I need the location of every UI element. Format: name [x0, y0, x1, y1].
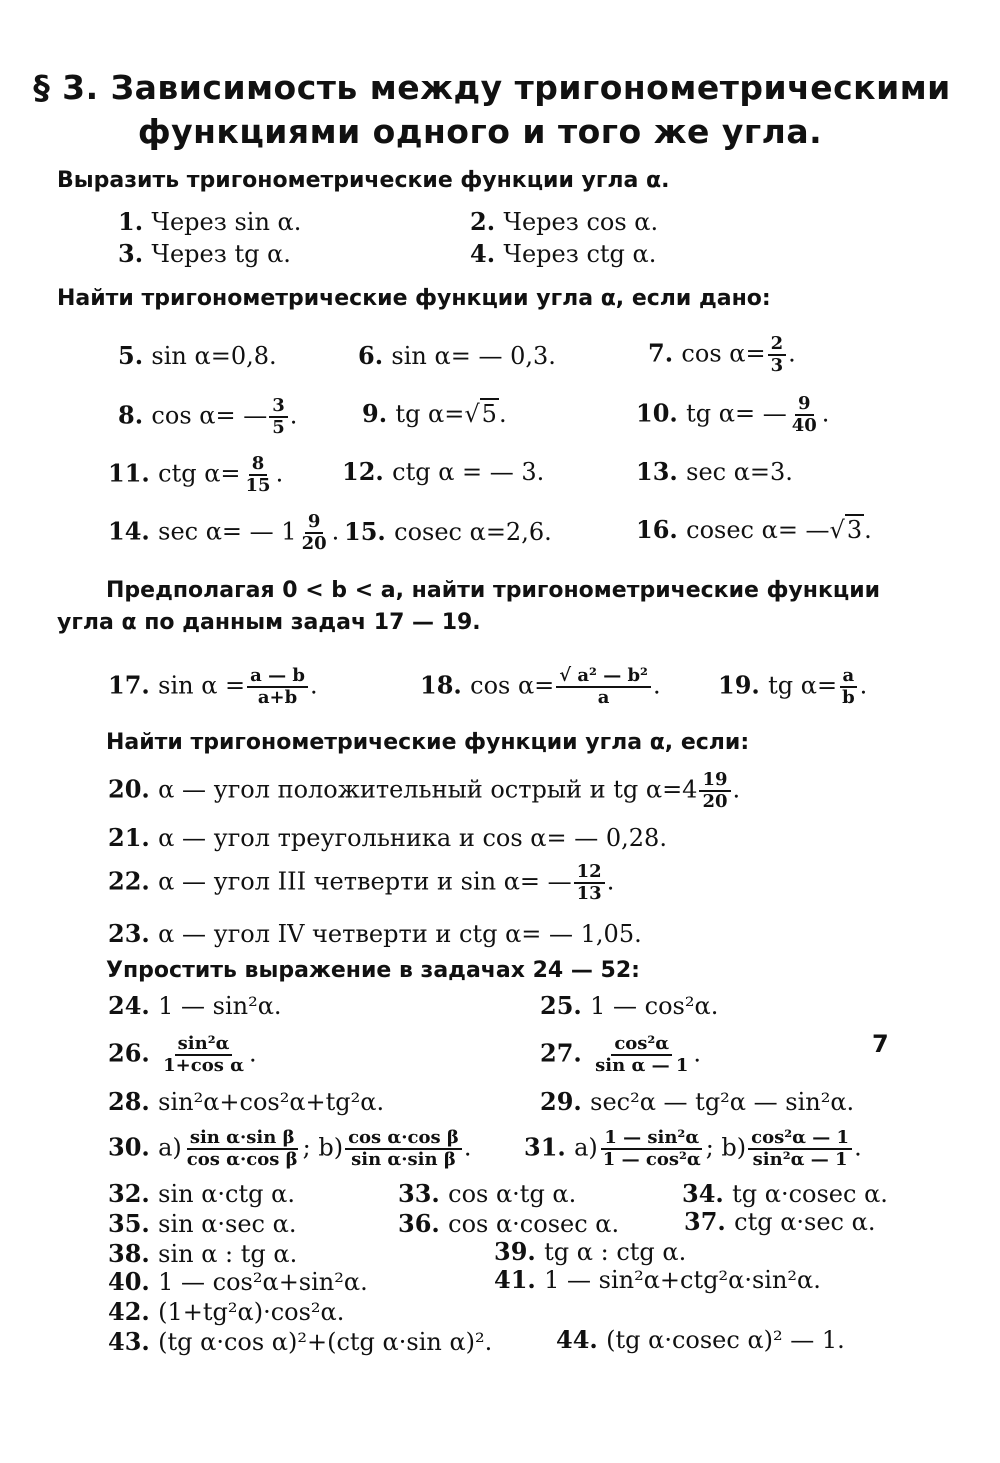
problem-7: 7. cos α= $\frac{2}{3}$ . [648, 333, 796, 376]
problem-20: 20. α — угол положительный острый и tg α=4 $\frac{19}{20}$ . [108, 769, 741, 812]
problem-8: 8. cos α= — $\frac{3}{5}$ . [118, 395, 298, 438]
instruction-find-if: Найти тригонометрические функции угла α, если: [106, 730, 750, 755]
problem-18: 18. cos α= $\frac{\text{√ a² — b²}}{a}$ . [420, 665, 661, 708]
section-title-line-1: § 3. Зависимость между тригонометрическими [33, 68, 951, 107]
problem-43: 43. (tg α·cos α)²+(ctg α·sin α)². [108, 1327, 493, 1356]
problem-24: 24. 1 — sin²α. [108, 991, 282, 1020]
instruction-express: Выразить тригонометрические функции угла α. [57, 168, 670, 193]
section-title-line-2: функциями одного и того же угла. [137, 112, 823, 151]
problem-10: 10. tg α= — $\frac{9}{40}$ . [636, 393, 830, 436]
problem-2: 2. Через cos α. [470, 207, 659, 236]
problem-35: 35. sin α·sec α. [108, 1209, 297, 1238]
problem-11: 11. ctg α= $\frac{8}{15}$ . [108, 453, 284, 496]
problem-42: 42. (1+tg²α)·cos²α. [108, 1297, 345, 1326]
problem-33: 33. cos α·tg α. [398, 1179, 577, 1208]
problem-27: 27. $\frac{\text{cos²α}}{\text{sin α — 1}}$ . [540, 1033, 701, 1076]
problem-4: 4. Через ctg α. [470, 239, 657, 268]
problem-1: 1. Через sin α. [118, 207, 302, 236]
problem-34: 34. tg α·cosec α. [682, 1179, 888, 1208]
problem-31: 31. a) $\frac{\text{1 — sin²α}}{\text{1 — cos²α}}$ ; b) $\frac{\text{cos²α — 1}}{\text{sin²α — 1}}$ . [524, 1127, 862, 1170]
problem-26: 26. $\frac{\text{sin²α}}{\text{1+cos α}}$ . [108, 1033, 257, 1076]
problem-12: 12. ctg α = — 3. [342, 457, 545, 486]
problem-28: 28. sin²α+cos²α+tg²α. [108, 1087, 385, 1116]
instruction-assume-line-2: угла α по данным задач 17 — 19. [57, 610, 481, 635]
problem-13: 13. sec α=3. [636, 457, 793, 486]
problem-9: 9. tg α=√5. [362, 399, 507, 428]
problem-38: 38. sin α : tg α. [108, 1239, 298, 1268]
problem-44: 44. (tg α·cosec α)² — 1. [556, 1325, 845, 1354]
problem-15: 15. cosec α=2,6. [344, 517, 552, 546]
problem-19: 19. tg α= $\frac{a}{b}$ . [718, 665, 868, 708]
problem-23: 23. α — угол IV четверти и ctg α= — 1,05. [108, 919, 642, 948]
problem-17: 17. sin α = $\frac{a — b}{a+b}$ . [108, 665, 318, 708]
problem-14: 14. sec α= — 1 $\frac{9}{20}$ . [108, 511, 340, 554]
problem-25: 25. 1 — cos²α. [540, 991, 719, 1020]
problem-40: 40. 1 — cos²α+sin²α. [108, 1267, 368, 1296]
instruction-assume-line-1: Предполагая 0 < b < a, найти тригонометрические функции [106, 578, 881, 603]
problem-21: 21. α — угол треугольника и cos α= — 0,28. [108, 823, 667, 852]
problem-22: 22. α — угол III четверти и sin α= — $\frac{12}{13}$ . [108, 861, 615, 904]
problem-39: 39. tg α : ctg α. [494, 1237, 687, 1266]
problem-32: 32. sin α·ctg α. [108, 1179, 295, 1208]
instruction-find-given: Найти тригонометрические функции угла α, если дано: [57, 286, 771, 311]
problem-36: 36. cos α·cosec α. [398, 1209, 620, 1238]
problem-41: 41. 1 — sin²α+ctg²α·sin²α. [494, 1265, 821, 1294]
problem-30: 30. a) $\frac{\text{sin α·sin β}}{\text{cos α·cos β}}$ ; b) $\frac{\text{cos α·cos β}}{\text{sin α·sin β}}$ . [108, 1127, 472, 1170]
instruction-simplify: Упростить выражение в задачах 24 — 52: [106, 958, 640, 983]
problem-29: 29. sec²α — tg²α — sin²α. [540, 1087, 855, 1116]
problem-6: 6. sin α= — 0,3. [358, 341, 556, 370]
problem-3: 3. Через tg α. [118, 239, 291, 268]
problem-5: 5. sin α=0,8. [118, 341, 277, 370]
page-number: 7 [872, 1030, 889, 1058]
problem-16: 16. cosec α= —√3. [636, 515, 872, 544]
problem-37: 37. ctg α·sec α. [684, 1207, 876, 1236]
